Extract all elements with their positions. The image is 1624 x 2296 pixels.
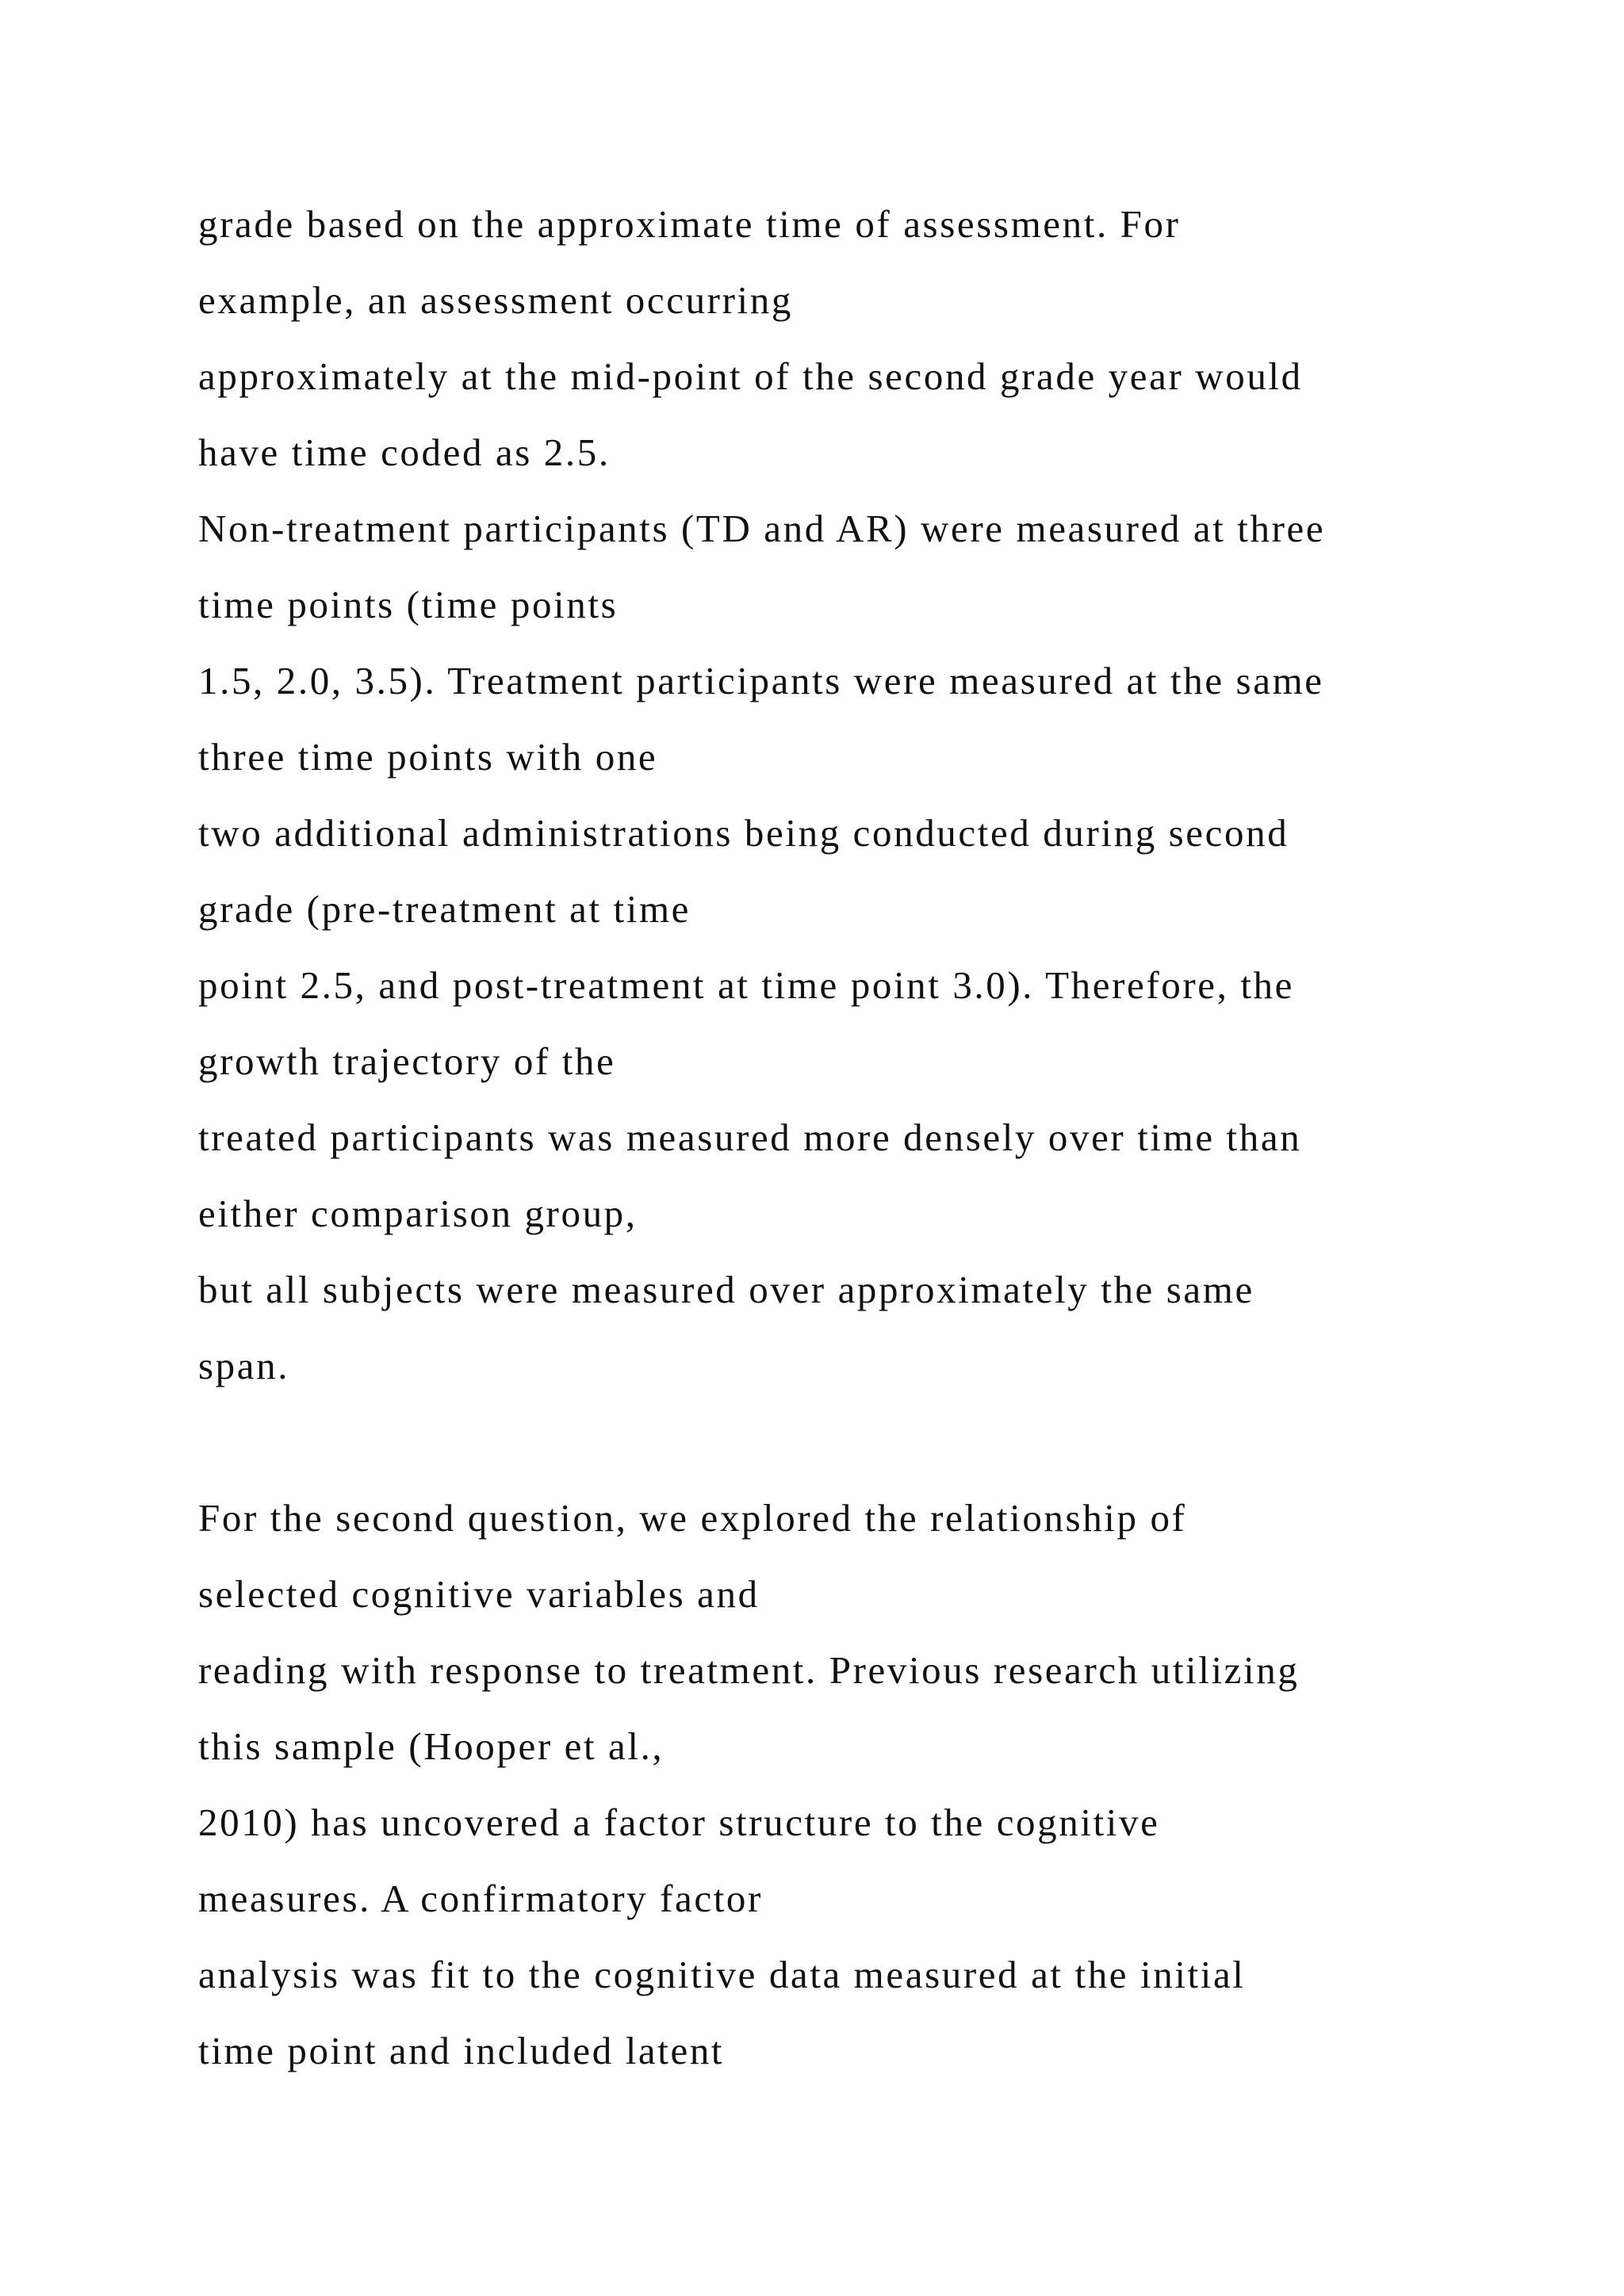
text-line: measures. A confirmatory factor [198, 1877, 763, 1920]
paragraph-gap [198, 1404, 1507, 1480]
text-line: growth trajectory of the [198, 1039, 616, 1083]
text-line: either comparison group, [198, 1192, 638, 1235]
text-line: this sample (Hooper et al., [198, 1724, 665, 1768]
paragraph-2 [198, 1480, 1507, 2089]
text-line: point 2.5, and post-treatment at time point 3.0). Therefore, the [198, 963, 1294, 1007]
text-line: treated participants was measured more densely over time than [198, 1115, 1302, 1159]
text-line: selected cognitive variables and [198, 1572, 760, 1616]
text-line: Non-treatment participants (TD and AR) were measured at three [198, 507, 1326, 550]
text-line: 1.5, 2.0, 3.5). Treatment participants were measured at the same [198, 659, 1324, 702]
paragraph-1 [198, 186, 1507, 1404]
text-line: grade based on the approximate time of assessment. For [198, 202, 1181, 246]
text-line: time point and included latent [198, 2029, 725, 2072]
text-line: three time points with one [198, 735, 658, 779]
text-line: reading with response to treatment. Previous research utilizing [198, 1648, 1300, 1692]
text-line: approximately at the mid-point of the second grade year would [198, 354, 1303, 398]
text-line: example, an assessment occurring [198, 278, 793, 322]
text-line: analysis was fit to the cognitive data measured at the initial [198, 1953, 1246, 1996]
text-line: time points (time points [198, 583, 619, 626]
text-line: span. [198, 1344, 290, 1387]
text-line: but all subjects were measured over approximately the same [198, 1268, 1254, 1311]
document-body [198, 186, 1507, 2089]
text-line: For the second question, we explored the relationship of [198, 1496, 1187, 1540]
text-line: two additional administrations being conducted during second [198, 811, 1289, 855]
text-line: 2010) has uncovered a factor structure to the cognitive [198, 1800, 1160, 1844]
text-line: grade (pre-treatment at time [198, 887, 691, 931]
text-line: have time coded as 2.5. [198, 430, 611, 474]
